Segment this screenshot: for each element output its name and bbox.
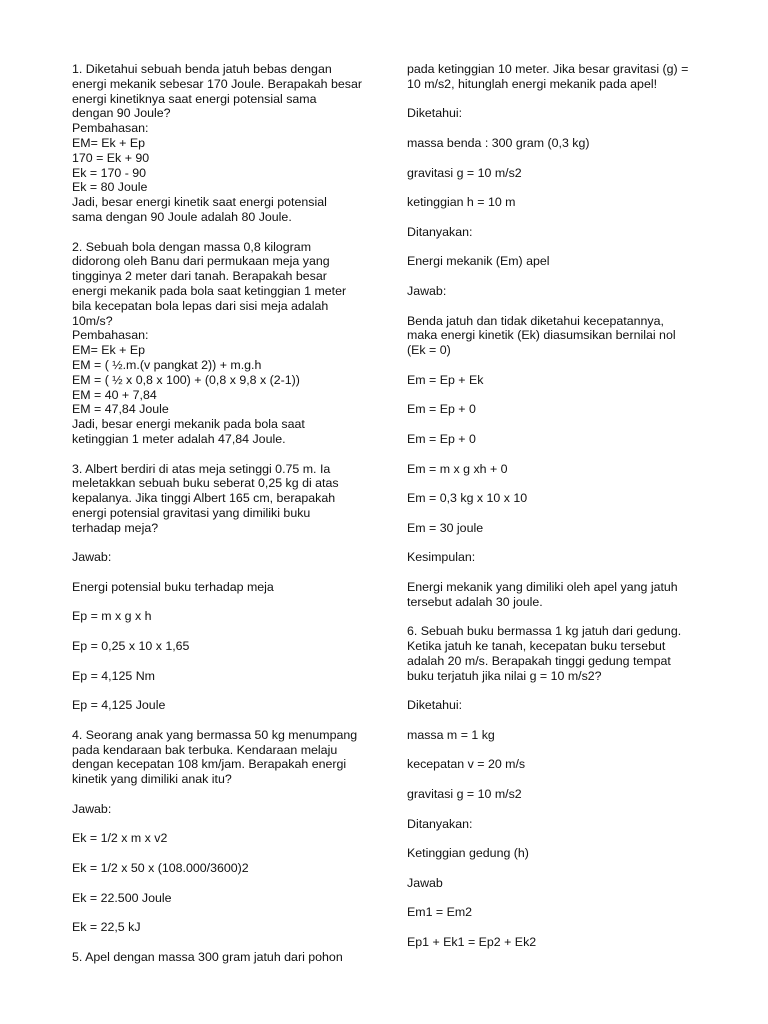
right-text-line: Ditanyakan: xyxy=(407,224,473,239)
right-text-line: kecepatan v = 20 m/s xyxy=(407,757,526,772)
left-text-line: Ek = 22.500 Joule xyxy=(72,890,172,905)
left-text-line: Ep = m x g x h xyxy=(72,609,152,624)
left-text-line: 4. Seorang anak yang bermassa 50 kg menumpang xyxy=(72,727,358,742)
right-text-line: Em = Ep + Ek xyxy=(407,372,484,387)
right-text-line: buku terjatuh jika nilai g = 10 m/s2? xyxy=(407,668,602,683)
left-blank-line xyxy=(72,846,372,861)
right-text-line: Ketinggian gedung (h) xyxy=(407,846,529,861)
left-text-line: EM = ( ½ x 0,8 x 100) + (0,8 x 9,8 x (2-1)) xyxy=(72,372,300,387)
right-blank-line xyxy=(407,447,712,462)
left-text-line: EM = ( ½.m.(v pangkat 2)) + m.g.h xyxy=(72,357,262,372)
right-text-line: Jawab: xyxy=(407,283,447,298)
right-text-line: maka energi kinetik (Ek) diasumsikan bernilai nol xyxy=(407,328,676,343)
left-text-line: 5. Apel dengan massa 300 gram jatuh dari pohon xyxy=(72,949,343,964)
right-blank-line xyxy=(407,713,712,728)
left-text-line: didorong oleh Banu dari permukaan meja yang xyxy=(72,254,330,269)
right-blank-line xyxy=(407,299,712,314)
right-text-line: Kesimpulan: xyxy=(407,550,476,565)
left-blank-line xyxy=(72,713,372,728)
left-text-line: Ek = 170 - 90 xyxy=(72,165,147,180)
left-blank-line xyxy=(72,447,372,462)
right-text-line: Energi mekanik yang dimiliki oleh apel yang jatuh xyxy=(407,579,678,594)
left-text-line: Ep = 4,125 Nm xyxy=(72,668,155,683)
right-blank-line xyxy=(407,536,712,551)
right-text-line: Em = Ep + 0 xyxy=(407,431,476,446)
right-text-line: Diketahui: xyxy=(407,106,463,121)
right-blank-line xyxy=(407,240,712,255)
right-blank-line xyxy=(407,121,712,136)
left-text-line: dengan 90 Joule? xyxy=(72,106,171,121)
left-text-line: Ek = 80 Joule xyxy=(72,180,148,195)
right-text-column xyxy=(407,62,712,950)
left-text-line: sama dengan 90 Joule adalah 80 Joule. xyxy=(72,209,292,224)
left-text-line: energi potensial gravitasi yang dimiliki buku xyxy=(72,505,311,520)
left-text-line: 1. Diketahui sebuah benda jatuh bebas dengan xyxy=(72,62,332,76)
left-text-line: dengan kecepatan 108 km/jam. Berapakah energi xyxy=(72,757,347,772)
left-text-line: kinetik yang dimiliki anak itu? xyxy=(72,772,232,787)
left-text-line: 2. Sebuah bola dengan massa 0,8 kilogram xyxy=(72,239,312,254)
right-blank-line xyxy=(407,802,712,817)
left-blank-line xyxy=(72,935,372,950)
right-text-line: Diketahui: xyxy=(407,698,463,713)
left-blank-line xyxy=(72,225,372,240)
right-blank-line xyxy=(407,388,712,403)
right-text-line: Ditanyakan: xyxy=(407,816,473,831)
right-blank-line xyxy=(407,683,712,698)
left-text-line: Ek = 22,5 kJ xyxy=(72,920,141,935)
right-text-line: Em = 0,3 kg x 10 x 10 xyxy=(407,491,528,506)
right-blank-line xyxy=(407,358,712,373)
right-blank-line xyxy=(407,92,712,107)
left-text-line: Energi potensial buku terhadap meja xyxy=(72,579,274,594)
right-blank-line xyxy=(407,743,712,758)
left-text-column xyxy=(72,62,372,965)
left-blank-line xyxy=(72,817,372,832)
right-text-line: gravitasi g = 10 m/s2 xyxy=(407,787,522,802)
right-blank-line xyxy=(407,831,712,846)
right-blank-line xyxy=(407,920,712,935)
left-blank-line xyxy=(72,787,372,802)
left-text-line: energi kinetiknya saat energi potensial sama xyxy=(72,91,317,106)
right-text-line: Em = Ep + 0 xyxy=(407,402,476,417)
right-text-line: (Ek = 0) xyxy=(407,343,451,358)
left-text-line: EM= Ek + Ep xyxy=(72,135,146,150)
left-text-line: energi mekanik pada bola saat ketinggian 1 meter xyxy=(72,283,347,298)
left-text-line: Pembahasan: xyxy=(72,121,149,136)
left-text-line: Jadi, besar energi mekanik pada bola saat xyxy=(72,417,305,432)
left-blank-line xyxy=(72,683,372,698)
right-text-line: Ep1 + Ek1 = Ep2 + Ek2 xyxy=(407,935,537,950)
left-text-line: ketinggian 1 meter adalah 47,84 Joule. xyxy=(72,431,286,446)
right-blank-line xyxy=(407,891,712,906)
left-text-line: EM= Ek + Ep xyxy=(72,343,146,358)
left-text-line: Jawab: xyxy=(72,801,112,816)
left-text-line: EM = 47,84 Joule xyxy=(72,402,169,417)
left-text-line: kepalanya. Jika tinggi Albert 165 cm, berapakah xyxy=(72,491,336,506)
left-blank-line xyxy=(72,624,372,639)
left-text-line: 3. Albert berdiri di atas meja setinggi 0.75 m. Ia xyxy=(72,461,331,476)
right-blank-line xyxy=(407,210,712,225)
right-text-line: tersebut adalah 30 joule. xyxy=(407,594,543,609)
left-blank-line xyxy=(72,536,372,551)
right-text-line: 10 m/s2, hitunglah energi mekanik pada apel! xyxy=(407,76,658,91)
left-text-line: Ep = 0,25 x 10 x 1,65 xyxy=(72,639,190,654)
right-blank-line xyxy=(407,180,712,195)
left-blank-line xyxy=(72,565,372,580)
right-blank-line xyxy=(407,269,712,284)
left-text-line: bila kecepatan bola lepas dari sisi meja adalah xyxy=(72,298,329,313)
left-text-line: pada kendaraan bak terbuka. Kendaraan melaju xyxy=(72,742,338,757)
left-blank-line xyxy=(72,654,372,669)
right-blank-line xyxy=(407,609,712,624)
left-text-line: 170 = Ek + 90 xyxy=(72,150,150,165)
left-text-line: energi mekanik sebesar 170 Joule. Berapakah besar xyxy=(72,76,362,91)
left-text-line: 10m/s? xyxy=(72,313,113,328)
left-text-line: terhadap meja? xyxy=(72,520,159,535)
left-text-line: meletakkan sebuah buku seberat 0,25 kg di atas xyxy=(72,476,339,491)
left-text-line: Jawab: xyxy=(72,550,112,565)
right-text-line: massa benda : 300 gram (0,3 kg) xyxy=(407,135,590,150)
right-text-line: Benda jatuh dan tidak diketahui kecepatannya, xyxy=(407,313,664,328)
right-text-line: Energi mekanik (Em) apel xyxy=(407,254,550,269)
right-text-line: adalah 20 m/s. Berapakah tinggi gedung tempat xyxy=(407,653,671,668)
right-text-line: massa m = 1 kg xyxy=(407,727,495,742)
left-text-line: Ek = 1/2 x 50 x (108.000/3600)2 xyxy=(72,861,249,876)
left-text-line: tingginya 2 meter dari tanah. Berapakah besar xyxy=(72,269,327,284)
left-blank-line xyxy=(72,595,372,610)
left-text-line: Ep = 4,125 Joule xyxy=(72,698,166,713)
right-text-line: Ketika jatuh ke tanah, kecepatan buku tersebut xyxy=(407,639,666,654)
right-text-line: Jawab xyxy=(407,875,443,890)
right-blank-line xyxy=(407,151,712,166)
right-text-line: gravitasi g = 10 m/s2 xyxy=(407,165,522,180)
left-text-line: Pembahasan: xyxy=(72,328,149,343)
right-blank-line xyxy=(407,506,712,521)
left-blank-line xyxy=(72,876,372,891)
left-text-line: Ek = 1/2 x m x v2 xyxy=(72,831,168,846)
right-text-line: Em1 = Em2 xyxy=(407,905,473,920)
right-blank-line xyxy=(407,476,712,491)
left-text-line: EM = 40 + 7,84 xyxy=(72,387,157,402)
left-text-line: Jadi, besar energi kinetik saat energi potensial xyxy=(72,195,327,210)
right-text-line: Em = m x g xh + 0 xyxy=(407,461,508,476)
right-text-line: ketinggian h = 10 m xyxy=(407,195,516,210)
right-blank-line xyxy=(407,565,712,580)
left-blank-line xyxy=(72,905,372,920)
right-blank-line xyxy=(407,861,712,876)
right-text-line: 6. Sebuah buku bermassa 1 kg jatuh dari gedung. xyxy=(407,624,682,639)
right-blank-line xyxy=(407,772,712,787)
right-blank-line xyxy=(407,417,712,432)
right-text-line: Em = 30 joule xyxy=(407,520,484,535)
right-text-line: pada ketinggian 10 meter. Jika besar gravitasi (g) = xyxy=(407,62,689,76)
